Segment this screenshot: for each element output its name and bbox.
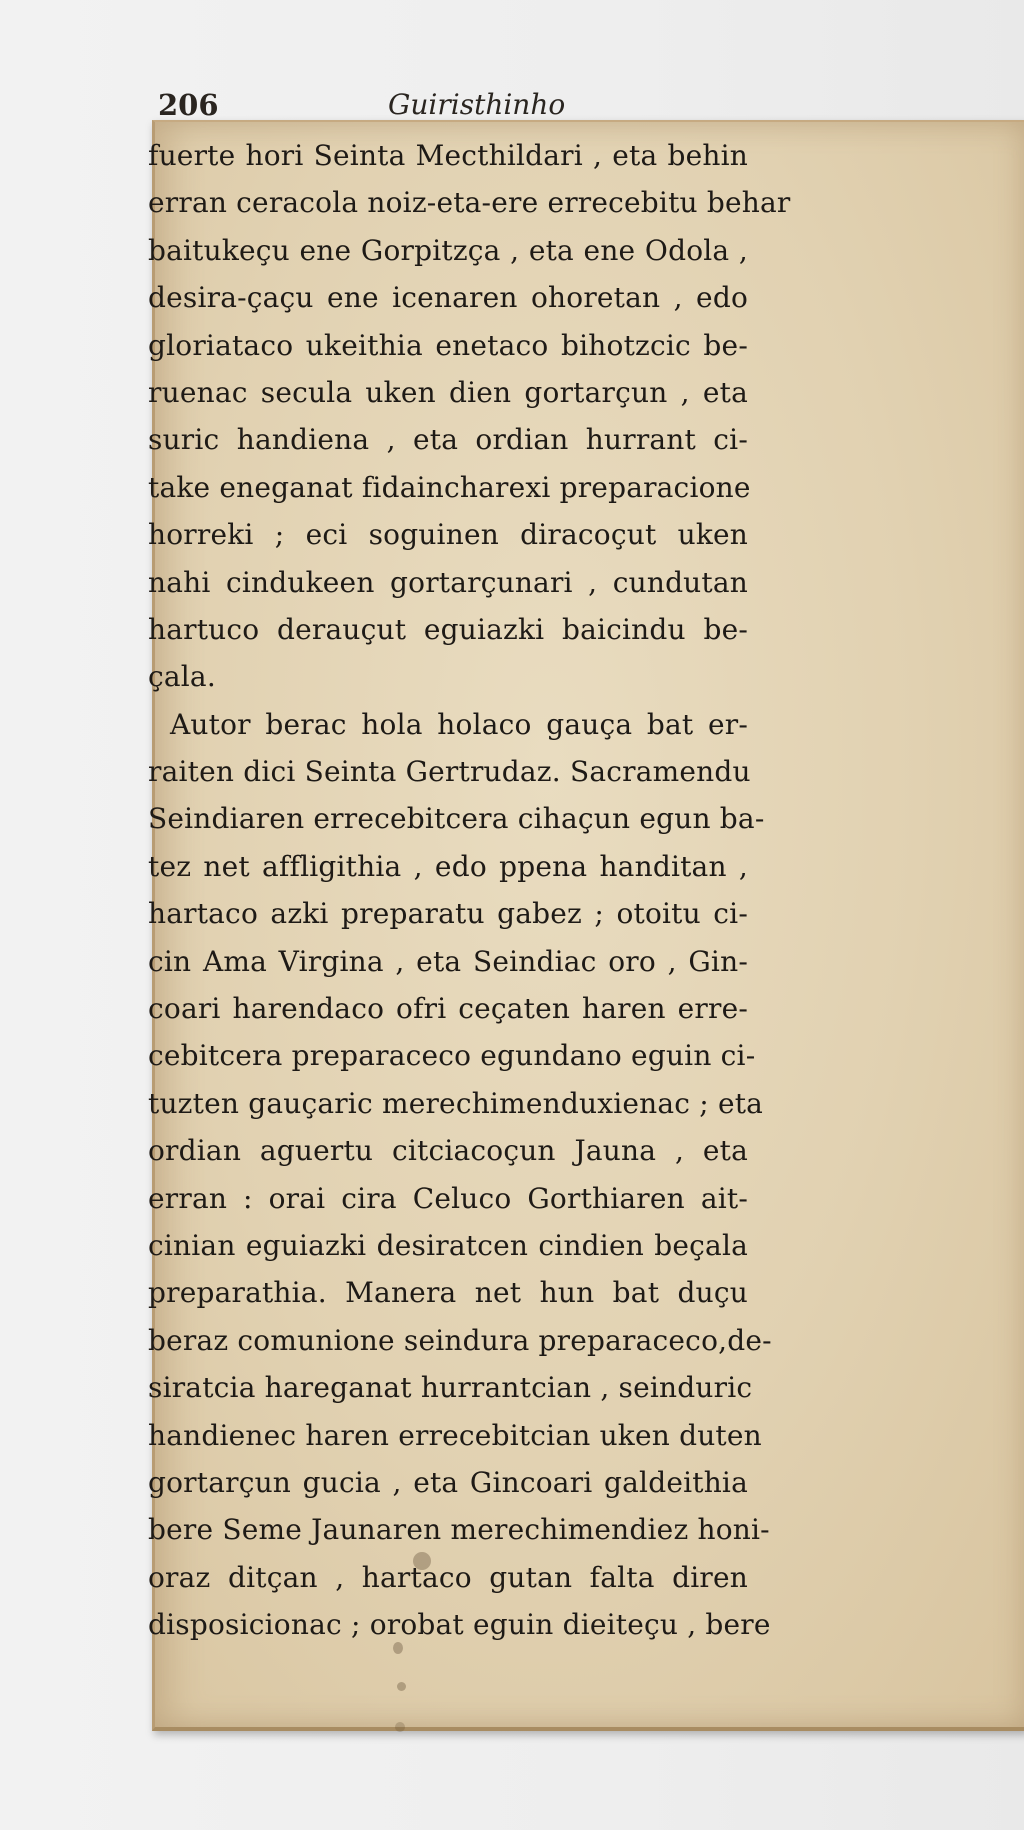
- text-line: suric handiena , eta ordian hurrant ci-: [148, 423, 748, 457]
- text-line: cinian eguiazki desiratcen cindien beçala: [148, 1228, 748, 1262]
- text-line: coari harendaco ofri ceçaten haren erre-: [148, 992, 748, 1026]
- ink-spot: [395, 1722, 405, 1732]
- text-line: cin Ama Virgina , eta Seindiac oro , Gin-: [148, 944, 748, 978]
- body-text: [148, 132, 791, 1649]
- text-line: bere Seme Jaunaren merechimendiez honi-: [148, 1513, 770, 1547]
- text-line: raiten dici Seinta Gertrudaz. Sacramendu: [148, 755, 751, 789]
- text-line: erran : orai cira Celuco Gorthiaren ait-: [148, 1181, 748, 1215]
- running-title: Guiristhinho: [388, 88, 566, 121]
- page-header: [158, 88, 718, 132]
- text-line: tuzten gauçaric merechimenduxienac ; eta: [148, 1086, 764, 1120]
- text-line: take eneganat fidaincharexi preparacione: [148, 470, 751, 504]
- text-line: ruenac secula uken dien gortarçun , eta: [148, 375, 748, 409]
- text-line: siratcia hareganat hurrantcian , seinduric: [148, 1371, 753, 1405]
- text-line: preparathia. Manera net hun bat duçu: [148, 1276, 748, 1310]
- text-line: beraz comunione seindura preparaceco,de-: [148, 1323, 772, 1357]
- text-line: ordian aguertu citciacoçun Jauna , eta: [148, 1134, 748, 1168]
- text-line: çala.: [148, 660, 216, 694]
- text-line: oraz ditçan , hartaco gutan falta diren: [148, 1560, 748, 1594]
- text-line: hartaco azki preparatu gabez ; otoitu ci-: [148, 897, 748, 931]
- ink-spot: [397, 1682, 406, 1691]
- text-line: disposicionac ; orobat eguin dieiteçu , bere: [148, 1608, 771, 1642]
- text-line: nahi cindukeen gortarçunari , cundutan: [148, 565, 748, 599]
- text-line: handienec haren errecebitcian uken duten: [148, 1418, 762, 1452]
- text-line: fuerte hori Seinta Mecthildari , eta behin: [148, 139, 748, 172]
- page-number: 206: [158, 88, 219, 122]
- text-line: gortarçun gucia , eta Gincoari galdeithia: [148, 1465, 748, 1499]
- text-line: hartuco derauçut eguiazki baicindu be-: [148, 612, 748, 646]
- text-line: baitukeçu ene Gorpitzça , eta ene Odola ,: [148, 233, 748, 267]
- text-line: gloriataco ukeithia enetaco bihotzcic be-: [148, 328, 748, 362]
- text-line: cebitcera preparaceco egundano eguin ci-: [148, 1039, 756, 1073]
- text-line: desira-çaçu ene icenaren ohoretan , edo: [148, 281, 748, 315]
- text-line: erran ceracola noiz-eta-ere errecebitu behar: [148, 186, 791, 220]
- text-line: Seindiaren errecebitcera cihaçun egun ba-: [148, 802, 765, 836]
- text-line: horreki ; eci soguinen diracoçut uken: [148, 518, 748, 552]
- text-line: Autor berac hola holaco gauça bat er-: [170, 707, 748, 741]
- text-line: tez net affligithia , edo ppena handitan ,: [148, 849, 748, 883]
